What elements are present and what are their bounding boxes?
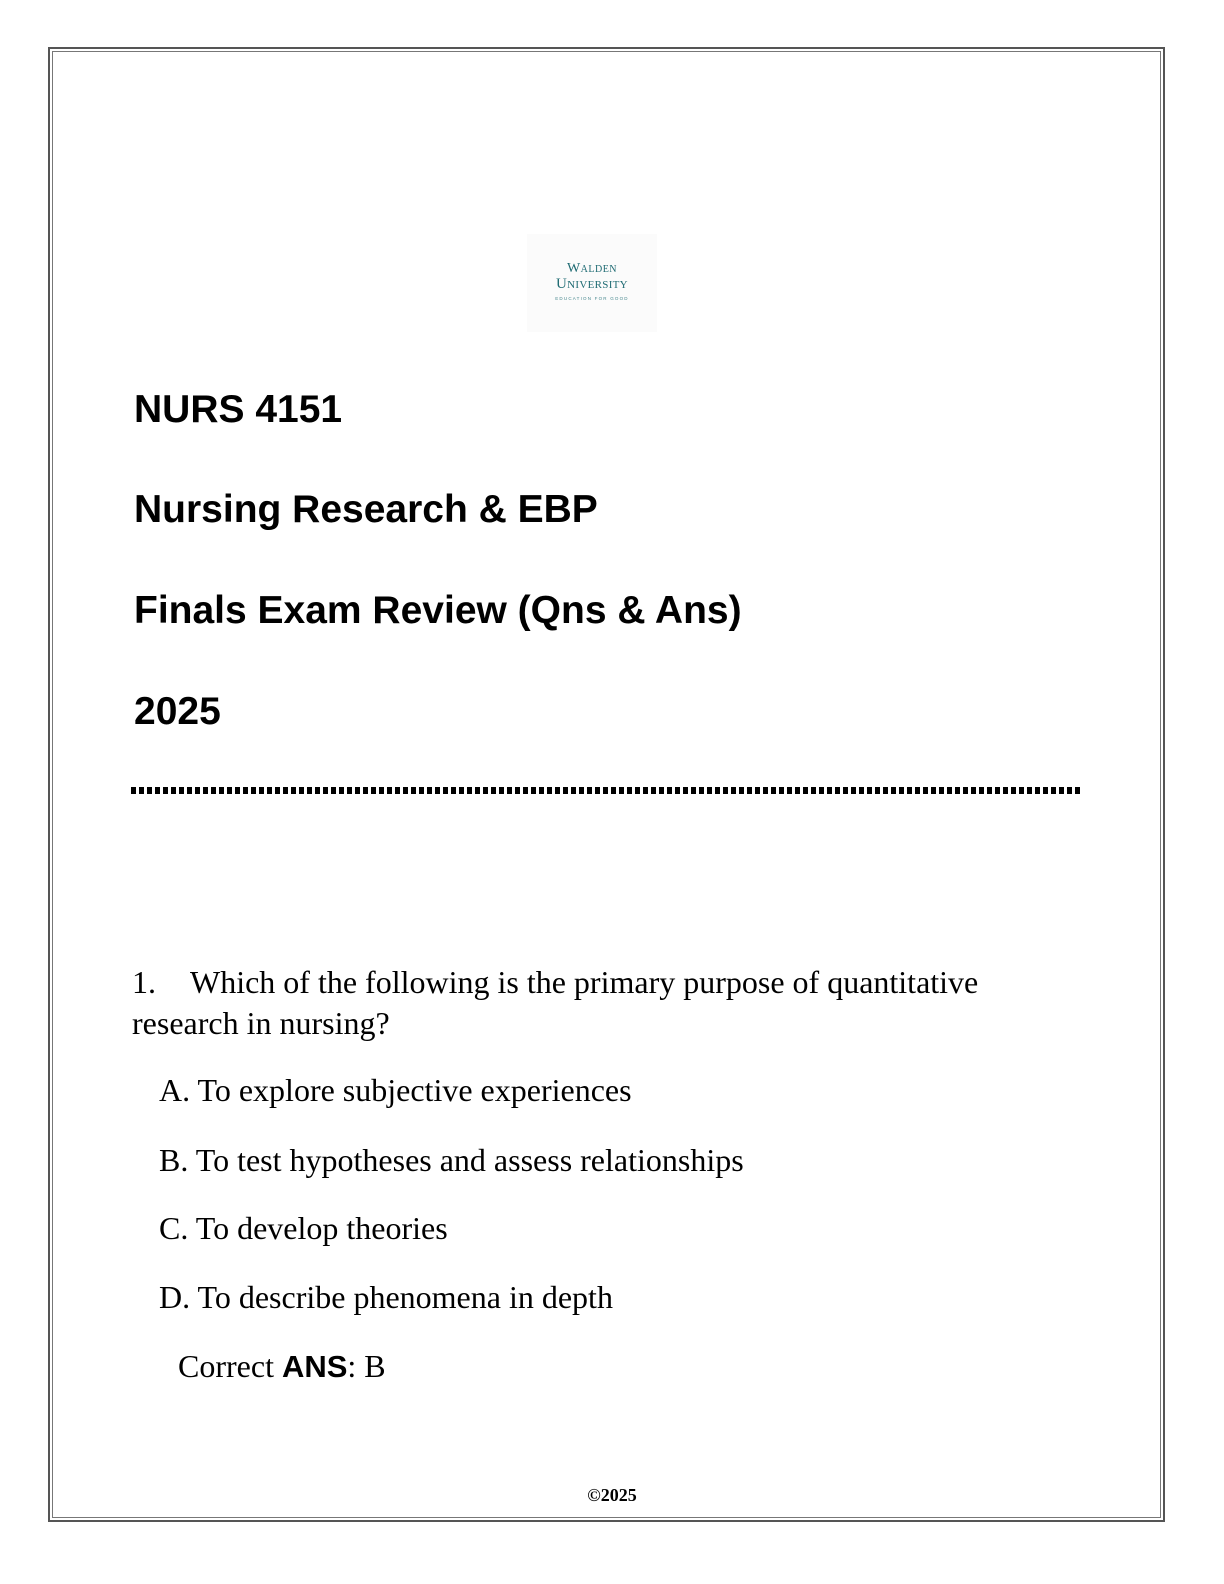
answer-prefix: Correct <box>178 1348 282 1384</box>
copyright-footer: ©2025 <box>587 1485 637 1505</box>
question-text: Which of the following is the primary purpose of quantitative research in nursing? <box>132 964 979 1041</box>
logo-tagline: EDUCATION FOR GOOD <box>555 296 629 301</box>
year-heading: 2025 <box>134 690 221 733</box>
course-name-heading: Nursing Research & EBP <box>134 488 598 531</box>
walden-university-logo <box>527 234 657 332</box>
logo-line-walden: Walden <box>566 261 618 276</box>
option-c: C. To develop theories <box>159 1210 448 1246</box>
answer-key-label: ANS <box>281 1349 348 1384</box>
option-b: B. To test hypotheses and assess relationships <box>159 1142 744 1178</box>
document-title-heading: Finals Exam Review (Qns & Ans) <box>134 589 742 632</box>
answer-value: : B <box>347 1348 386 1384</box>
question-number: 1. <box>132 964 156 1000</box>
correct-answer <box>178 1347 386 1386</box>
option-d: D. To describe phenomena in depth <box>159 1279 613 1315</box>
dotted-divider <box>131 787 1083 794</box>
question-1 <box>132 962 1092 1044</box>
logo-line-university: University <box>556 276 628 292</box>
course-code-heading: NURS 4151 <box>134 388 343 431</box>
option-a: A. To explore subjective experiences <box>159 1072 632 1108</box>
